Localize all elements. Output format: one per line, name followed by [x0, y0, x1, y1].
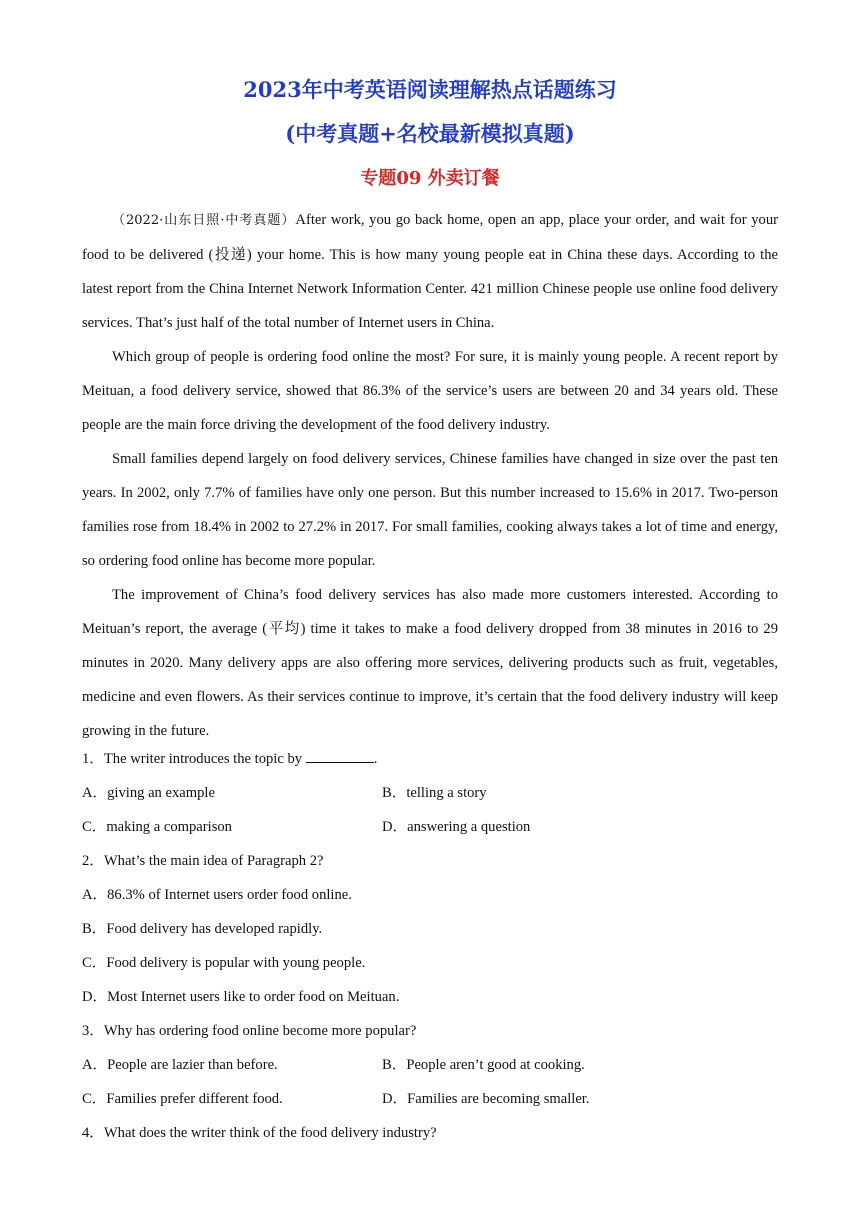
option-a: A．People are lazier than before. — [82, 1057, 278, 1073]
option-d: D．Most Internet users like to order food on Meituan. — [82, 989, 400, 1005]
option-c: C．Families prefer different food. — [82, 1091, 283, 1107]
passage-paragraph: Which group of people is ordering food online the most? For sure, it is mainly young people. A recent report by Meituan, a food delivery service, showed that 86.3% of the service’s users are between 20 and 34 years old. These people are the main force driving the development of the food delivery industry. — [82, 349, 778, 433]
passage-paragraph — [82, 203, 778, 340]
option-row — [82, 1048, 778, 1082]
document-title: 2023年中考英语阅读理解热点话题练习 — [243, 77, 617, 102]
question-stem: 4．What does the writer think of the food delivery industry? — [82, 1125, 437, 1141]
answer-blank — [306, 748, 374, 763]
question-text: 1．The writer introduces the topic by — [82, 751, 306, 767]
passage-paragraph: Small families depend largely on food delivery services, Chinese families have changed in size over the past ten years. In 2002, only 7.7% of families have only one person. But this number increased to 15.6% in 2017. Two-person families rose from 18.4% in 2002 to 27.2% in 2017. For small families, cooking always takes a lot of time and energy, so ordering food online has become more popular. — [82, 451, 778, 569]
reading-passage — [82, 203, 778, 748]
question-text-end: . — [373, 751, 378, 767]
option-row — [82, 810, 778, 844]
option-a: A．86.3% of Internet users order food online. — [82, 887, 352, 903]
option-d: D．answering a question — [382, 819, 531, 835]
option-row — [82, 1082, 778, 1116]
question-list — [82, 742, 778, 1150]
topic-heading: 专题09 外卖订餐 — [360, 168, 500, 189]
option-b: B．People aren’t good at cooking. — [382, 1057, 585, 1073]
option-d: D．Families are becoming smaller. — [382, 1091, 590, 1107]
passage-source: （2022·山东日照·中考真题） — [112, 213, 296, 228]
option-row — [82, 776, 778, 810]
option-a: A．giving an example — [82, 785, 215, 801]
question-stem — [82, 742, 778, 776]
paragraph-text: After work, you go back home, open an app, place your order, and wait for your food to be delivered (投递) your home. This is how many young people eat in China these days. According to the latest report from the China Internet Network Information Center. 421 million Chinese people use online food delivery services. That’s just half of the total number of Internet users in China. — [82, 212, 778, 331]
option-b: B．telling a story — [382, 785, 487, 801]
option-c: C．making a comparison — [82, 819, 232, 835]
document-subtitle: (中考真题+名校最新模拟真题) — [285, 121, 575, 146]
question-stem: 3．Why has ordering food online become more popular? — [82, 1023, 417, 1039]
option-b: B．Food delivery has developed rapidly. — [82, 921, 323, 937]
question-stem: 2．What’s the main idea of Paragraph 2? — [82, 853, 324, 869]
option-c: C．Food delivery is popular with young people. — [82, 955, 366, 971]
passage-paragraph: The improvement of China’s food delivery services has also made more customers interested. According to Meituan’s report, the average (平均) time it takes to make a food delivery dropped from 38 minutes in 2016 to 29 minutes in 2020. Many delivery apps are also offering more services, delivering products such as fruit, vegetables, medicine and even flowers. As their services continue to improve, it’s certain that the food delivery industry will keep growing in the future. — [82, 587, 778, 739]
